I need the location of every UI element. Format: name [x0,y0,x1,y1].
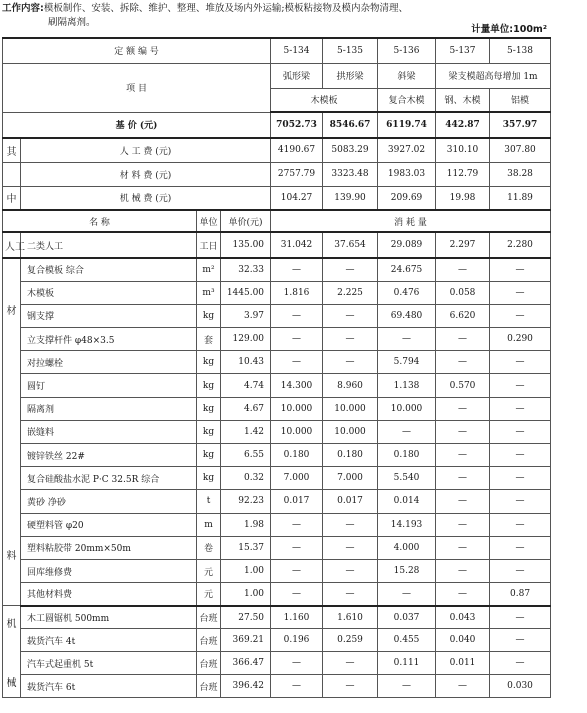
consumption-value: — [323,559,378,582]
resource-name: 二类人工 [21,232,197,258]
consumption-value: — [323,351,378,374]
code-cell: 5-135 [323,38,378,63]
consumption-value: 0.570 [436,374,490,397]
resource-unit: kg [197,351,221,374]
consumption-value: 0.259 [323,629,378,652]
formwork-type: 铝模 [490,88,551,112]
breakdown-value: 4190.67 [271,138,323,162]
consumption-value: — [436,583,490,606]
resource-row [3,467,551,490]
breakdown-value: 1983.03 [378,162,436,186]
code-cell: 5-136 [378,38,436,63]
consumption-value: — [490,304,551,327]
consumption-value: 24.675 [378,258,436,281]
consumption-value: — [490,397,551,420]
consumption-value: — [323,258,378,281]
side-label-blank [3,162,21,186]
resource-name: 载货汽车 4t [21,629,197,652]
resource-unit: 台班 [197,629,221,652]
resource-unit: kg [197,397,221,420]
group-label-machines-bottom: 械 [6,677,17,689]
resource-unit: kg [197,374,221,397]
resource-price: 135.00 [221,232,271,258]
consumption-value: 6.620 [436,304,490,327]
consumption-value: 29.089 [378,232,436,258]
consumption-value: — [490,444,551,467]
resource-row [3,536,551,559]
consumption-value: 0.058 [436,281,490,304]
resource-unit: 台班 [197,675,221,698]
breakdown-label: 机 械 费 (元) [21,186,271,210]
breakdown-value: 3927.02 [378,138,436,162]
formwork-type: 木模板 [271,88,378,112]
breakdown-value: 209.69 [378,186,436,210]
work-content-line-1: 模板制作、安装、拆除、维护、整理、堆放及场内外运输;模板粘接物及模内杂物清理、 [43,3,409,14]
resource-row [3,490,551,513]
consumption-value: 1.160 [271,606,323,629]
consumption-value: — [378,420,436,443]
consumption-value: 7.000 [323,467,378,490]
consumption-value: — [271,583,323,606]
base-price-label: 基 价 (元) [3,112,271,138]
consumption-value: — [436,536,490,559]
consumption-value: — [436,258,490,281]
consumption-value: — [490,606,551,629]
consumption-value: 1.138 [378,374,436,397]
consumption-value: — [490,490,551,513]
consumption-value: — [271,559,323,582]
consumption-value: 0.476 [378,281,436,304]
consumption-value: 0.196 [271,629,323,652]
column-header-row [3,210,551,232]
resource-name: 对拉螺栓 [21,351,197,374]
item-name: 斜梁 [378,63,436,88]
resource-price: 1445.00 [221,281,271,304]
resource-name: 复合模板 综合 [21,258,197,281]
resource-unit: t [197,490,221,513]
consumption-value: — [490,559,551,582]
formwork-type: 钢、木模 [436,88,490,112]
base-price-row [3,112,551,138]
resource-unit: 台班 [197,606,221,629]
item-name: 弧形梁 [271,63,323,88]
resource-name: 载货汽车 6t [21,675,197,698]
breakdown-value: 139.90 [323,186,378,210]
consumption-value: — [436,675,490,698]
resource-unit: 元 [197,559,221,582]
breakdown-value: 19.98 [436,186,490,210]
base-price: 357.97 [490,112,551,138]
consumption-value: — [323,328,378,351]
quota-table [2,37,551,698]
breakdown-value: 38.28 [490,162,551,186]
work-content-line-2: 刷隔离剂。 [48,17,96,28]
resource-price: 4.74 [221,374,271,397]
resource-price: 129.00 [221,328,271,351]
consumption-value: — [436,328,490,351]
consumption-value: — [490,536,551,559]
consumption-value: 0.290 [490,328,551,351]
cost-breakdown-row [3,162,551,186]
resource-unit: kg [197,467,221,490]
consumption-value: — [323,513,378,536]
resource-row [3,652,551,675]
unit-of-measure: 计量单位:100m² [471,24,547,35]
resource-name: 隔离剂 [21,397,197,420]
consumption-value: — [436,444,490,467]
consumption-value: — [271,536,323,559]
resource-name: 硬塑料管 φ20 [21,513,197,536]
resource-row [3,328,551,351]
resource-name: 回库维修费 [21,559,197,582]
consumption-value: 0.014 [378,490,436,513]
consumption-value: 0.180 [271,444,323,467]
consumption-value: — [490,420,551,443]
resource-name: 镀锌铁丝 22# [21,444,197,467]
resource-name: 钢支撑 [21,304,197,327]
column-price-header: 单价(元) [221,210,271,232]
consumption-value: 2.280 [490,232,551,258]
code-cell: 5-134 [271,38,323,63]
consumption-value: — [436,397,490,420]
resource-price: 0.32 [221,467,271,490]
resource-row [3,281,551,304]
consumption-value: 0.017 [271,490,323,513]
cost-breakdown-row [3,186,551,210]
resource-row [3,374,551,397]
consumption-value: 0.455 [378,629,436,652]
resource-name: 立支撑杆件 φ48×3.5 [21,328,197,351]
consumption-value: 10.000 [323,420,378,443]
consumption-value: — [378,328,436,351]
consumption-value: 0.87 [490,583,551,606]
breakdown-value: 112.79 [436,162,490,186]
resource-unit: 元 [197,583,221,606]
consumption-value: — [271,258,323,281]
base-price: 7052.73 [271,112,323,138]
code-cell: 5-138 [490,38,551,63]
formwork-type: 复合木模 [378,88,436,112]
consumption-value: 10.000 [378,397,436,420]
consumption-value: — [271,513,323,536]
group-label-materials [3,258,21,606]
work-content [2,2,472,30]
consumption-value: — [490,374,551,397]
consumption-value: 0.111 [378,652,436,675]
consumption-value: 2.225 [323,281,378,304]
consumption-value: — [490,513,551,536]
resource-name: 圆钉 [21,374,197,397]
side-label-qi: 其 [3,138,21,162]
resource-price: 366.47 [221,652,271,675]
consumption-value: 8.960 [323,374,378,397]
consumption-value: 0.180 [323,444,378,467]
group-label-machines [3,606,21,698]
group-label-machines-top: 机 [6,618,17,630]
cost-breakdown-row [3,138,551,162]
consumption-value: — [271,675,323,698]
resource-row [3,629,551,652]
resource-price: 15.37 [221,536,271,559]
group-label-labor: 人工 [3,232,21,258]
consumption-value: — [436,467,490,490]
resource-unit: kg [197,420,221,443]
breakdown-value: 310.10 [436,138,490,162]
resource-row [3,583,551,606]
consumption-value: 1.610 [323,606,378,629]
consumption-value: — [378,675,436,698]
consumption-value: — [436,351,490,374]
work-content-label: 工作内容: [2,3,44,14]
consumption-value: — [323,652,378,675]
resource-row [3,420,551,443]
resource-unit: kg [197,444,221,467]
consumption-value: 0.011 [436,652,490,675]
consumption-value: — [490,467,551,490]
consumption-value: 10.000 [271,397,323,420]
consumption-value: 0.180 [378,444,436,467]
base-price: 442.87 [436,112,490,138]
resource-unit: 台班 [197,652,221,675]
resource-price: 369.21 [221,629,271,652]
consumption-value: — [490,351,551,374]
consumption-value: — [378,583,436,606]
consumption-value: — [436,513,490,536]
consumption-value: 0.030 [490,675,551,698]
consumption-value: — [323,304,378,327]
consumption-value: — [271,351,323,374]
consumption-value: — [271,328,323,351]
resource-name: 塑料粘胶带 20mm×50m [21,536,197,559]
resource-unit: m³ [197,281,221,304]
breakdown-value: 5083.29 [323,138,378,162]
resource-name: 木模板 [21,281,197,304]
consumption-value: 2.297 [436,232,490,258]
consumption-value: — [323,583,378,606]
resource-price: 1.42 [221,420,271,443]
resource-price: 1.00 [221,559,271,582]
consumption-value: 0.037 [378,606,436,629]
breakdown-value: 11.89 [490,186,551,210]
breakdown-value: 2757.79 [271,162,323,186]
resource-name: 木工圆锯机 500mm [21,606,197,629]
column-name-header: 名 称 [3,210,197,232]
resource-price: 1.00 [221,583,271,606]
consumption-value: 0.017 [323,490,378,513]
resource-price: 92.23 [221,490,271,513]
consumption-value: 15.28 [378,559,436,582]
resource-row [3,232,551,258]
consumption-value: 10.000 [323,397,378,420]
resource-unit: 卷 [197,536,221,559]
resource-row [3,258,551,281]
breakdown-label: 人 工 费 (元) [21,138,271,162]
consumption-value: — [323,675,378,698]
resource-row [3,513,551,536]
consumption-value: 14.300 [271,374,323,397]
consumption-value: — [436,420,490,443]
consumption-value: — [436,490,490,513]
resource-price: 6.55 [221,444,271,467]
consumption-value: 5.540 [378,467,436,490]
consumption-value: 1.816 [271,281,323,304]
consumption-value: 7.000 [271,467,323,490]
consumption-value: — [490,652,551,675]
resource-price: 10.43 [221,351,271,374]
consumption-value: 5.794 [378,351,436,374]
resource-row [3,351,551,374]
consumption-value: — [436,559,490,582]
consumption-value: — [271,652,323,675]
side-label-zhong: 中 [3,186,21,210]
resource-row [3,606,551,629]
resource-price: 4.67 [221,397,271,420]
item-name-row [3,63,551,88]
consumption-value: 10.000 [271,420,323,443]
code-cell: 5-137 [436,38,490,63]
consumption-value: 0.040 [436,629,490,652]
resource-row [3,304,551,327]
item-name: 拱形梁 [323,63,378,88]
resource-row [3,444,551,467]
resource-row [3,397,551,420]
breakdown-value: 104.27 [271,186,323,210]
resource-price: 27.50 [221,606,271,629]
resource-unit: m [197,513,221,536]
item-label: 项 目 [3,63,271,112]
breakdown-value: 3323.48 [323,162,378,186]
base-price: 6119.74 [378,112,436,138]
column-consumption-header: 消 耗 量 [271,210,551,232]
resource-name: 汽车式起重机 5t [21,652,197,675]
resource-row [3,559,551,582]
resource-price: 396.42 [221,675,271,698]
consumption-value: — [271,304,323,327]
breakdown-label: 材 料 费 (元) [21,162,271,186]
resource-price: 1.98 [221,513,271,536]
resource-unit: 套 [197,328,221,351]
group-label-materials-bottom: 料 [6,551,17,563]
consumption-value: — [323,536,378,559]
consumption-value: 14.193 [378,513,436,536]
column-unit-header: 单位 [197,210,221,232]
breakdown-value: 307.80 [490,138,551,162]
consumption-value: 0.043 [436,606,490,629]
resource-name: 其他材料费 [21,583,197,606]
resource-unit: m² [197,258,221,281]
base-price: 8546.67 [323,112,378,138]
resource-unit: kg [197,304,221,327]
consumption-value: 69.480 [378,304,436,327]
code-label: 定 额 编 号 [3,38,271,63]
consumption-value: 4.000 [378,536,436,559]
resource-name: 嵌缝料 [21,420,197,443]
consumption-value: — [490,258,551,281]
resource-name: 复合硅酸盐水泥 P·C 32.5R 综合 [21,467,197,490]
item-name: 梁支模超高每增加 1m [436,63,551,88]
resource-name: 黄砂 净砂 [21,490,197,513]
group-label-materials-top: 材 [6,306,17,318]
resource-unit: 工日 [197,232,221,258]
consumption-value: 37.654 [323,232,378,258]
resource-price: 32.33 [221,258,271,281]
consumption-value: 31.042 [271,232,323,258]
consumption-value: — [490,629,551,652]
resource-price: 3.97 [221,304,271,327]
consumption-value: — [490,281,551,304]
resource-row [3,675,551,698]
code-row [3,38,551,63]
